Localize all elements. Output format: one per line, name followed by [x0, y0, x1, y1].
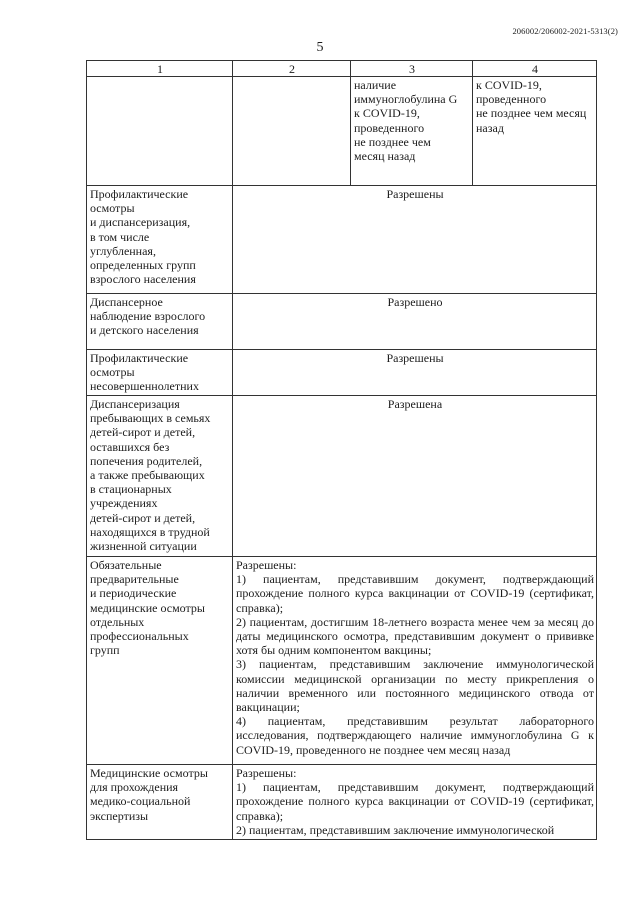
continued-col-4: к COVID-19, проведенного не позднее чем месяц назад — [473, 77, 597, 186]
table-row — [87, 396, 597, 557]
row-label: Профилактические осмотры и диспансеризация, в том числе углубленная, определенных групп взрослого населения — [87, 186, 233, 294]
continued-col-1 — [87, 77, 233, 186]
continued-col-2 — [233, 77, 351, 186]
header-col-4: 4 — [473, 61, 597, 77]
row-conditions — [233, 765, 597, 840]
header-col-2: 2 — [233, 61, 351, 77]
row-conditions — [233, 557, 597, 765]
condition-item: 3) пациентам, представившим заключение иммунологической комиссии медицинской организации по месту прикрепления о наличии временного или постоянного медицинского отвода от вакцинации; — [236, 657, 594, 715]
document-id: 206002/206002-2021-5313(2) — [512, 26, 618, 36]
condition-item: 2) пациентам, представившим заключение иммунологической — [236, 822, 555, 837]
continued-col-3: наличие иммуноглобулина G к COVID-19, проведенного не позднее чем месяц назад — [351, 77, 473, 186]
row-status: Разрешены — [233, 350, 597, 396]
condition-item: 1) пациентам, представившим документ, подтверждающий прохождение полного курса вакцинации от COVID-19 (сертификат, справка); — [236, 780, 594, 823]
header-col-3: 3 — [351, 61, 473, 77]
header-row — [87, 61, 597, 77]
row-label: Обязательные предварительные и периодические медицинские осмотры отдельных профессиональных групп — [87, 557, 233, 765]
restrictions-table — [86, 60, 597, 840]
table-row-mse-exams — [87, 765, 597, 840]
row-label: Медицинские осмотры для прохождения медико-социальной экспертизы — [87, 765, 233, 840]
condition-item: 4) пациентам, представившим результат лабораторного исследования, подтверждающего наличие иммуноглобулина G к COVID-19, проведенного не позднее чем месяц назад — [236, 714, 594, 757]
table-row — [87, 186, 597, 294]
row-status: Разрешены: — [236, 558, 297, 572]
row-label: Профилактические осмотры несовершеннолетних — [87, 350, 233, 396]
table-row — [87, 350, 597, 396]
table-row-continued — [87, 77, 597, 186]
condition-item: 1) пациентам, представившим документ, подтверждающий прохождение полного курса вакцинации от COVID-19 (сертификат, справка); — [236, 572, 594, 615]
row-status: Разрешена — [233, 396, 597, 557]
row-status: Разрешено — [233, 294, 597, 350]
row-label: Диспансерное наблюдение взрослого и детского населения — [87, 294, 233, 350]
row-status: Разрешены — [233, 186, 597, 294]
table-row — [87, 294, 597, 350]
row-label: Диспансеризация пребывающих в семьях детей-сирот и детей, оставшихся без попечения родителей, а также пребывающих в стационарных учреждениях детей-сирот и детей, находящихся в трудной жизненной ситуации — [87, 396, 233, 557]
table-row-mandatory-exams — [87, 557, 597, 765]
row-status: Разрешены: — [236, 766, 297, 780]
header-col-1: 1 — [87, 61, 233, 77]
condition-item: 2) пациентам, достигшим 18-летнего возраста менее чем за месяц до даты медицинского осмотра, представившим документ о прививке хотя бы одним компонентом вакцины; — [236, 614, 594, 658]
page-number: 5 — [316, 40, 324, 55]
